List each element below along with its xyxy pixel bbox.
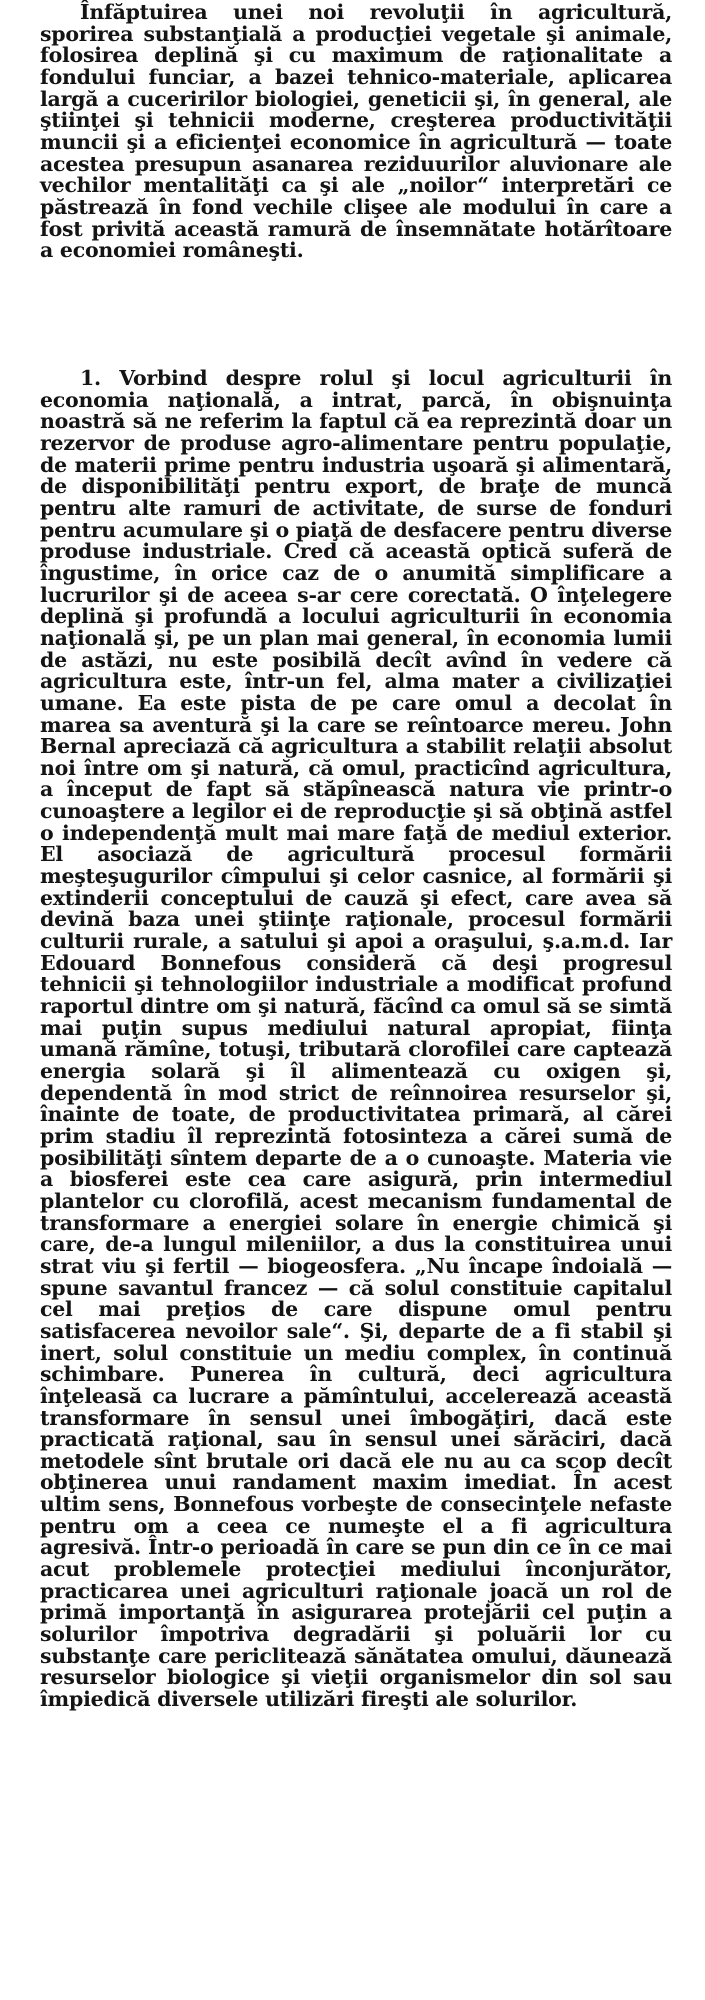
- intro-paragraph: Înfăptuirea unei noi revoluţii în agricultură, sporirea substanţială a producţiei vegetale şi animale, folosirea deplină şi cu maximum de raţionalitate a fondului funciar, a bazei tehnico-materiale, aplicarea largă a cuceririlor biologiei, geneticii şi, în general, ale ştiinţei şi tehnicii moderne, creşterea productivităţii muncii şi a eficienţei economice în agricultură — toate acestea presupun asanarea reziduurilor aluvionare ale vechilor mentalităţi ca şi ale „noilor“ interpretări ce păstrează în fond vechile clişee ale modului în care a fost privită această ramură de însemnătate hotărîtoare a economiei româneşti.: [40, 0, 672, 263]
- section-1-paragraph: 1. Vorbind despre rolul şi locul agriculturii în economia naţională, a intrat, parcă, în obişnuinţa noastră să ne referim la faptul că ea reprezintă doar un rezervor de produse agro-alimentare pentru populaţie, de materii prime pentru industria uşoară şi alimentară, de disponibilităţi pentru export, de braţe de muncă pentru alte ramuri de activitate, de surse de fonduri pentru acumulare şi o piaţă de desfacere pentru diverse produse industriale. Cred că această optică suferă de îngustime, în orice caz de o anumită simplificare a lucrurilor şi de aceea s-ar cere corectată. O înţelegere deplină şi profundă a locului agriculturii în economia naţională şi, pe un plan mai general, în economia lumii de astăzi, nu este posibilă decît avînd în vedere că agricultura este, într-un fel, alma mater a civilizaţiei umane. Ea este pista de pe care omul a decolat în marea sa aventură şi la care se reîntoarce mereu. John Bernal apreciază că agricultura a stabilit relaţii absolut noi între om şi natură, că omul, practicînd agricultura, a început de fapt să stăpînească natura vie printr-o cunoaştere a legilor ei de reproducţie şi să obţină astfel o independenţă mult mai mare faţă de mediul exterior. El asociază de agricultură procesul formării meşteşugurilor cîmpului şi celor casnice, al formării şi extinderii conceptului de cauză şi efect, care avea să devină baza unei ştiinţe raţionale, procesul formării culturii rurale, a satului şi apoi a oraşului, ş.a.m.d. Iar Edouard Bonnefous consideră că deşi progresul tehnicii şi tehnologiilor industriale a modificat profund raportul dintre om şi natură, făcînd ca omul să se simtă mai puţin supus mediului natural apropiat, fiinţa umană rămîne, totuşi, tributară clorofilei care captează energia solară şi îl alimentează cu oxigen şi, dependentă în mod strict de reînnoirea resurselor şi, înainte de toate, de productivitatea primară, al cărei prim stadiu îl reprezintă fotosinteza a cărei sumă de posibilităţi sîntem departe de a o cunoaşte. Materia vie a biosferei este cea care asigură, prin intermediul plantelor cu clorofilă, acest mecanism fundamental de transformare a energiei solare în energie chimică şi care, de-a lungul mileniilor, a dus la constituirea unui strat viu şi fertil — biogeosfera. „Nu încape îndoială — spune savantul francez — că solul constituie capitalul cel mai preţios de care dispune omul pentru satisfacerea nevoilor sale“. Şi, departe de a fi stabil şi inert, solul constituie un mediu complex, în continuă schimbare. Punerea în cultură, deci agricultura înţeleasă ca lucrare a pămîntului, accelerează această transformare în sensul unei îmbogăţiri, dacă este practicată raţional, sau în sensul unei sărăciri, dacă metodele sînt brutale ori dacă ele nu au ca scop decît obţinerea unui randament maxim imediat. În acest ultim sens, Bonnefous vorbeşte de consecinţele nefaste pentru om a ceea ce numeşte el a fi agricultura agresivă. Într-o perioadă în care se pun din ce în ce mai acut problemele protecţiei mediului înconjurător, practicarea unei agriculturi raţionale joacă un rol de primă importanţă în asigurarea protejării cel puţin a solurilor împotriva degradării şi poluării lor cu substanţe care periclitează sănătatea omului, dăunează resurselor biologice şi vieţii organismelor din sol sau împiedică diversele utilizări fireşti ale solurilor.: [40, 366, 672, 1712]
